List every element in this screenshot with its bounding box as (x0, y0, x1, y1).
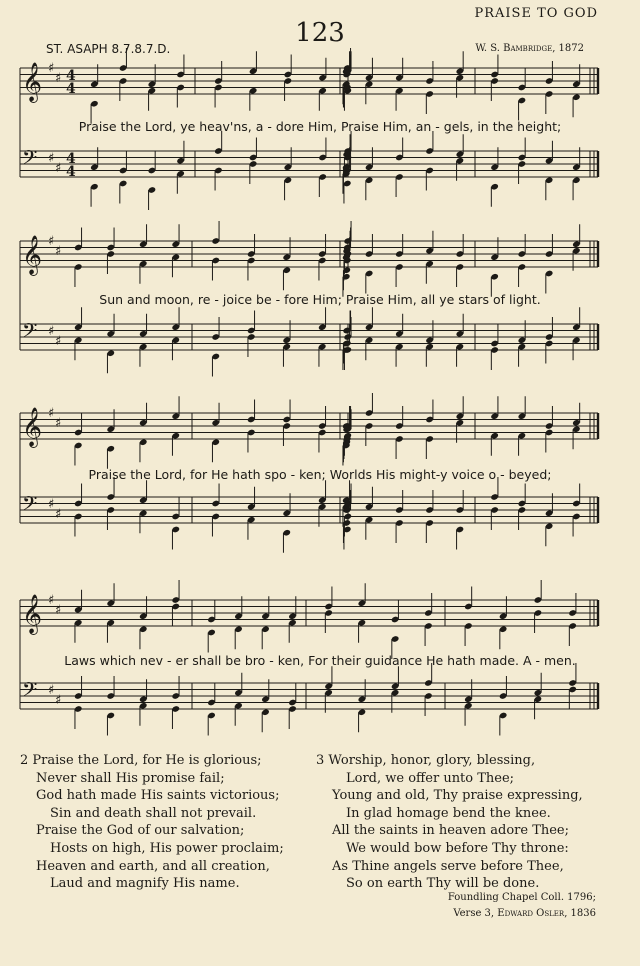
verse-3 (316, 752, 583, 893)
verse-line: Sin and death shall not prevail. (50, 805, 257, 821)
time-signature: 4 (66, 81, 76, 97)
verse-line: We would bow before Thy throne: (346, 840, 569, 856)
sharp-sign: ♯ (48, 406, 55, 421)
verse-line: All the saints in heaven adore Thee; (332, 823, 570, 839)
treble-clef: 𝄞 (22, 62, 43, 102)
verse-line: So on earth Thy will be done. (346, 876, 540, 892)
sharp-sign: ♯ (55, 244, 62, 259)
verse3-credit: Verse 3, Edward Osler, 1836 (453, 908, 596, 919)
tune-name: ST. ASAPH 8.7.8.7.D. (46, 42, 171, 56)
treble-clef: 𝄞 (22, 407, 43, 447)
text-source: Foundling Chapel Coll. 1796; (447, 892, 596, 903)
composer-name: W. S. Bambridge (475, 43, 553, 54)
sharp-sign: ♯ (55, 161, 62, 176)
bass-clef: 𝄢 (22, 146, 38, 174)
hymn-number: 123 (295, 18, 345, 48)
lyric-line-2: Sun and moon, re - joice be - fore Him; Praise Him, all ye stars of light. (99, 292, 541, 307)
verse-number: 2 (20, 753, 29, 768)
bass-clef: 𝄢 (22, 492, 38, 520)
sharp-sign: ♯ (48, 234, 55, 249)
verse-line: Heaven and earth, and all creation, (36, 858, 270, 874)
verse-2 (20, 752, 284, 893)
treble-clef: 𝄞 (22, 594, 43, 634)
sharp-sign: ♯ (55, 334, 62, 349)
lyric-line-3: Praise the Lord, for He hath spo - ken; Worlds His might-y voice o - beyed; (88, 467, 552, 482)
treble-clef: 𝄞 (22, 235, 43, 275)
sharp-sign: ♯ (55, 507, 62, 522)
time-signature: 4 (66, 68, 76, 84)
sharp-sign: ♯ (48, 593, 55, 608)
verse-line: Young and old, Thy praise expressing, (332, 788, 583, 804)
verse-line: Laud and magnify His name. (50, 876, 240, 892)
verse3-author: Edward Osler (497, 908, 565, 919)
lyric-line-1: Praise the Lord, ye heav'ns, a - dore Him, Praise Him, an - gels, in the height; (78, 119, 562, 134)
verse-line: God hath made His saints victorious; (36, 788, 280, 804)
verse-line: Praise the Lord, for He is glorious; (32, 753, 262, 768)
time-signature: 4 (66, 164, 76, 180)
bass-clef: 𝄢 (22, 319, 38, 347)
verse3-prefix: Verse 3, (453, 908, 495, 919)
sharp-sign: ♯ (48, 324, 55, 339)
sharp-sign: ♯ (48, 683, 55, 698)
verse-line: Worship, honor, glory, blessing, (328, 753, 536, 768)
verse-line: Praise the God of our salvation; (36, 823, 245, 839)
time-signature: 4 (66, 151, 76, 167)
verse3-year: 1836 (570, 908, 596, 919)
sharp-sign: ♯ (48, 497, 55, 512)
lyric-line-4: Laws which nev - er shall be bro - ken, For their guidance He hath made. A - men. (64, 653, 576, 668)
verse-line: In glad homage bend the knee. (346, 805, 551, 821)
bass-clef: 𝄢 (22, 678, 38, 706)
verse-line: Lord, we offer unto Thee; (346, 770, 515, 786)
sharp-sign: ♯ (55, 603, 62, 618)
verse-line: Hosts on high, His power proclaim; (50, 840, 284, 856)
sharp-sign: ♯ (55, 693, 62, 708)
verse-number: 3 (316, 753, 325, 768)
sharp-sign: ♯ (55, 416, 62, 431)
sharp-sign: ♯ (48, 61, 55, 76)
sharp-sign: ♯ (48, 151, 55, 166)
section-label: PRAISE TO GOD (474, 6, 598, 21)
verse-line: Never shall His promise fail; (36, 770, 225, 786)
composer-credit: W. S. Bambridge, 1872 (475, 43, 584, 54)
sharp-sign: ♯ (55, 71, 62, 86)
verse-line: As Thine angels serve before Thee, (332, 858, 564, 874)
composer-year: 1872 (558, 43, 584, 54)
